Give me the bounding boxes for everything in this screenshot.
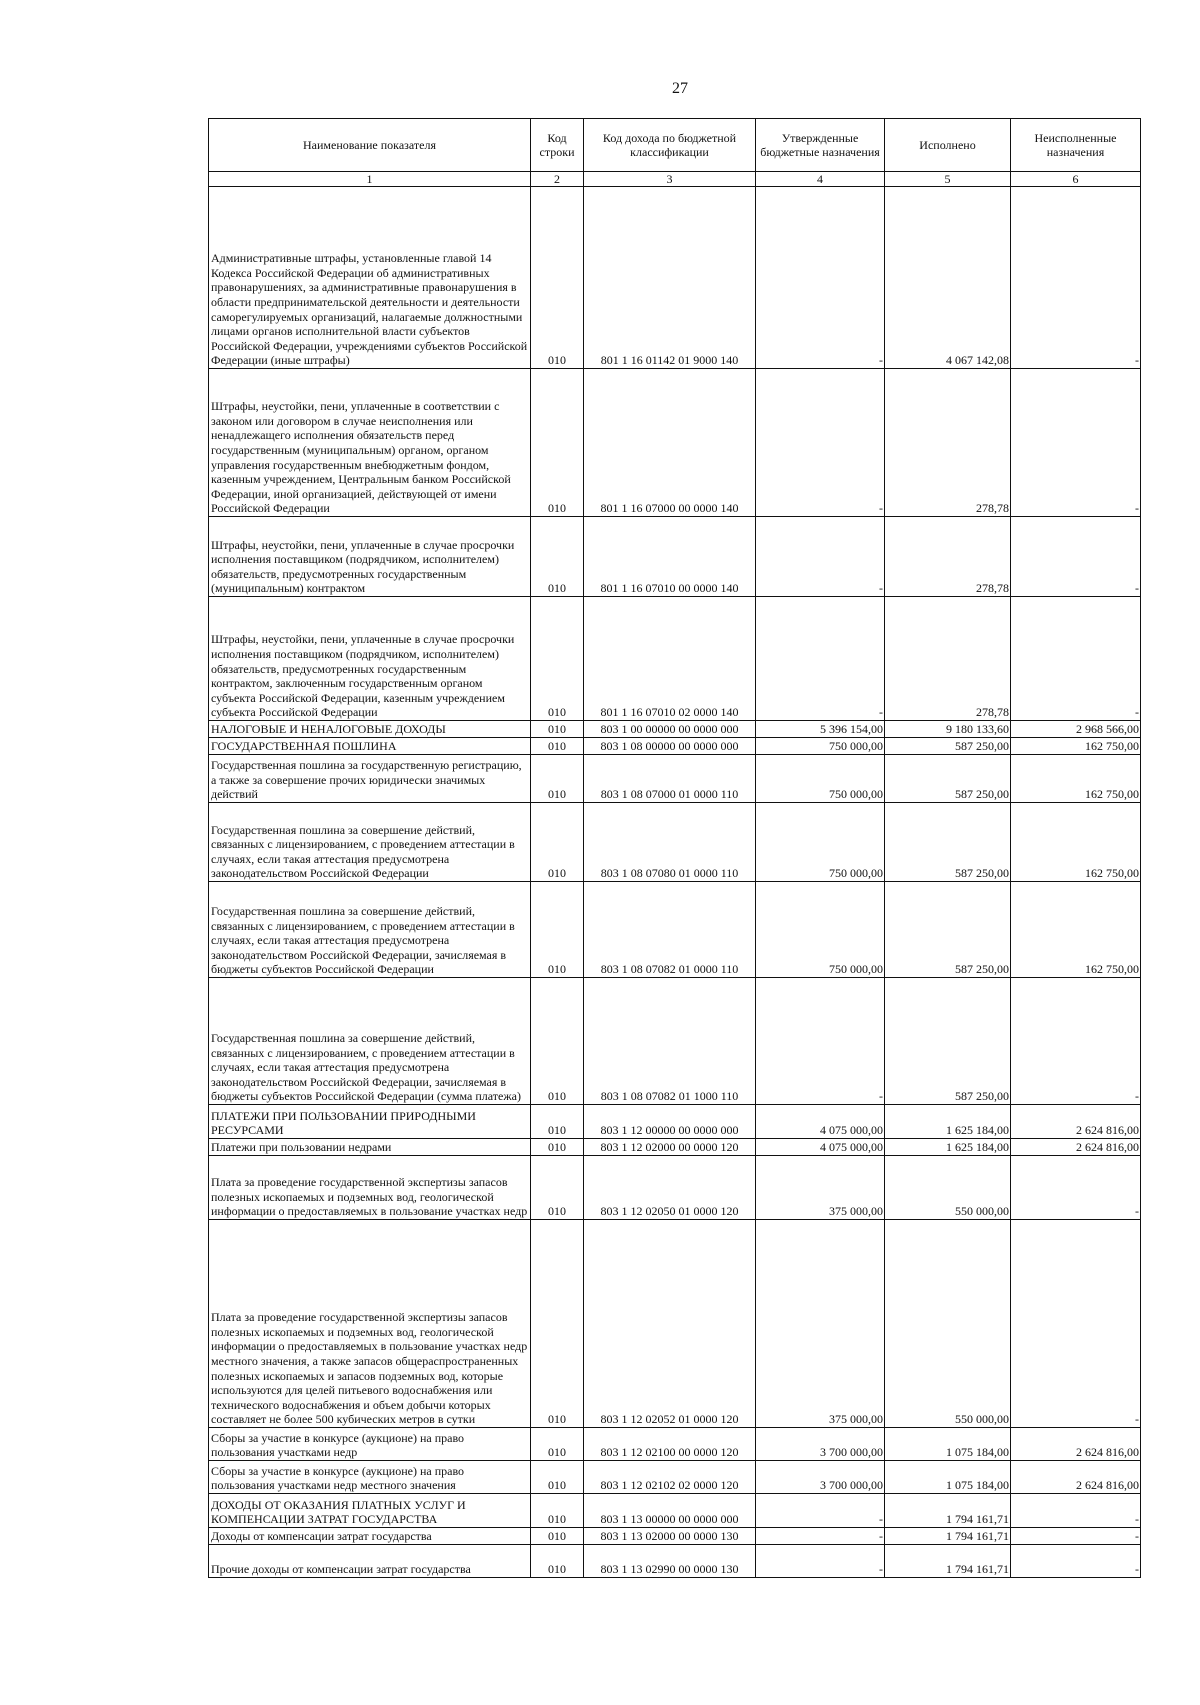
column-number: 2 [531,172,584,187]
row-unexecuted: - [1011,1494,1141,1528]
row-approved: 750 000,00 [756,738,885,755]
row-executed: 1 625 184,00 [885,1105,1011,1139]
row-unexecuted: - [1011,597,1141,721]
row-name: Государственная пошлина за совершение действий, связанных с лицензированием, с проведением аттестации в случаях, если такая аттестация предусмотрена законодательством Российской Федерации, зачисляемая в бюджеты субъектов Российской Федерации [209,882,531,978]
row-executed: 587 250,00 [885,978,1011,1105]
row-approved: 3 700 000,00 [756,1461,885,1494]
table-row [209,1528,1141,1545]
table-row [209,187,1141,369]
row-income-code: 803 1 08 07080 01 0000 110 [584,803,756,882]
table-row [209,721,1141,738]
row-line-code: 010 [531,1139,584,1156]
row-line-code: 010 [531,187,584,369]
table-row [209,1545,1141,1578]
row-income-code: 803 1 08 07082 01 0000 110 [584,882,756,978]
row-name: Государственная пошлина за государственную регистрацию, а также за совершение прочих юридически значимых действий [209,755,531,803]
row-executed: 587 250,00 [885,755,1011,803]
row-approved: 750 000,00 [756,803,885,882]
row-approved: - [756,1494,885,1528]
row-income-code: 803 1 12 02052 01 0000 120 [584,1220,756,1428]
row-approved: - [756,1528,885,1545]
row-line-code: 010 [531,1220,584,1428]
row-executed: 1 075 184,00 [885,1461,1011,1494]
row-approved: 750 000,00 [756,755,885,803]
row-income-code: 803 1 12 02000 00 0000 120 [584,1139,756,1156]
row-line-code: 010 [531,978,584,1105]
row-unexecuted: 162 750,00 [1011,755,1141,803]
table-row [209,1494,1141,1528]
row-name: Доходы от компенсации затрат государства [209,1528,531,1545]
row-unexecuted: 162 750,00 [1011,882,1141,978]
row-name: Сборы за участие в конкурсе (аукционе) на право пользования участками недр [209,1428,531,1461]
row-approved: 375 000,00 [756,1220,885,1428]
row-income-code: 801 1 16 01142 01 9000 140 [584,187,756,369]
row-income-code: 803 1 12 00000 00 0000 000 [584,1105,756,1139]
row-income-code: 801 1 16 07010 02 0000 140 [584,597,756,721]
row-line-code: 010 [531,755,584,803]
row-name: Платежи при пользовании недрами [209,1139,531,1156]
budget-income-table [208,118,1141,1578]
row-line-code: 010 [531,517,584,597]
row-executed: 1 075 184,00 [885,1428,1011,1461]
row-name: Государственная пошлина за совершение действий, связанных с лицензированием, с проведением аттестации в случаях, если такая аттестация предусмотрена законодательством Российской Федерации [209,803,531,882]
column-header-executed: Исполнено [885,119,1011,172]
row-executed: 4 067 142,08 [885,187,1011,369]
row-executed: 550 000,00 [885,1156,1011,1220]
row-unexecuted: 2 624 816,00 [1011,1461,1141,1494]
row-income-code: 801 1 16 07000 00 0000 140 [584,369,756,517]
column-header-unexecuted: Неисполненные назначения [1011,119,1141,172]
row-line-code: 010 [531,882,584,978]
row-executed: 587 250,00 [885,803,1011,882]
column-number: 5 [885,172,1011,187]
row-name: Прочие доходы от компенсации затрат государства [209,1545,531,1578]
column-number: 3 [584,172,756,187]
row-approved: - [756,1545,885,1578]
row-unexecuted: 2 624 816,00 [1011,1105,1141,1139]
row-approved: 4 075 000,00 [756,1139,885,1156]
table-row [209,517,1141,597]
row-name: ДОХОДЫ ОТ ОКАЗАНИЯ ПЛАТНЫХ УСЛУГ И КОМПЕНСАЦИИ ЗАТРАТ ГОСУДАРСТВА [209,1494,531,1528]
row-income-code: 803 1 12 02100 00 0000 120 [584,1428,756,1461]
table-body [209,187,1141,1578]
row-executed: 278,78 [885,597,1011,721]
row-unexecuted: 2 624 816,00 [1011,1428,1141,1461]
row-unexecuted: - [1011,187,1141,369]
row-executed: 278,78 [885,517,1011,597]
row-name: ГОСУДАРСТВЕННАЯ ПОШЛИНА [209,738,531,755]
table-row [209,978,1141,1105]
column-header-line-code: Код строки [531,119,584,172]
row-name: НАЛОГОВЫЕ И НЕНАЛОГОВЫЕ ДОХОДЫ [209,721,531,738]
row-line-code: 010 [531,738,584,755]
row-approved: 375 000,00 [756,1156,885,1220]
table-row [209,597,1141,721]
row-executed: 278,78 [885,369,1011,517]
row-approved: - [756,597,885,721]
row-approved: 750 000,00 [756,882,885,978]
row-line-code: 010 [531,369,584,517]
row-executed: 550 000,00 [885,1220,1011,1428]
column-header-approved: Утвержденные бюджетные назначения [756,119,885,172]
row-line-code: 010 [531,1105,584,1139]
table-row [209,1461,1141,1494]
row-executed: 1 794 161,71 [885,1528,1011,1545]
row-name: Сборы за участие в конкурсе (аукционе) на право пользования участками недр местного значения [209,1461,531,1494]
row-line-code: 010 [531,1156,584,1220]
row-income-code: 803 1 00 00000 00 0000 000 [584,721,756,738]
row-income-code: 803 1 13 02000 00 0000 130 [584,1528,756,1545]
column-header-name: Наименование показателя [209,119,531,172]
column-number: 6 [1011,172,1141,187]
table-row [209,369,1141,517]
row-income-code: 803 1 08 07000 01 0000 110 [584,755,756,803]
row-name: Административные штрафы, установленные главой 14 Кодекса Российской Федерации об административных правонарушениях, за административные правонарушения в области предпринимательской деятельности и деятельности саморегулируемых организаций, налагаемые должностными лицами органов исполнительной власти субъектов Российской Федерации, учреждениями субъектов Российской Федерации (иные штрафы) [209,187,531,369]
row-line-code: 010 [531,803,584,882]
row-line-code: 010 [531,1545,584,1578]
row-line-code: 010 [531,1494,584,1528]
row-name: ПЛАТЕЖИ ПРИ ПОЛЬЗОВАНИИ ПРИРОДНЫМИ РЕСУРСАМИ [209,1105,531,1139]
row-unexecuted: - [1011,517,1141,597]
row-line-code: 010 [531,1428,584,1461]
row-unexecuted: 2 624 816,00 [1011,1139,1141,1156]
row-executed: 1 794 161,71 [885,1494,1011,1528]
row-income-code: 803 1 12 02050 01 0000 120 [584,1156,756,1220]
row-unexecuted: - [1011,978,1141,1105]
row-line-code: 010 [531,1461,584,1494]
row-unexecuted: 162 750,00 [1011,803,1141,882]
column-number: 4 [756,172,885,187]
row-income-code: 803 1 13 00000 00 0000 000 [584,1494,756,1528]
row-approved: - [756,517,885,597]
row-executed: 1 625 184,00 [885,1139,1011,1156]
row-executed: 9 180 133,60 [885,721,1011,738]
row-income-code: 803 1 08 00000 00 0000 000 [584,738,756,755]
table-row [209,1220,1141,1428]
table-row [209,738,1141,755]
row-line-code: 010 [531,1528,584,1545]
row-name: Государственная пошлина за совершение действий, связанных с лицензированием, с проведением аттестации в случаях, если такая аттестация предусмотрена законодательством Российской Федерации, зачисляемая в бюджеты субъектов Российской Федерации (сумма платежа) [209,978,531,1105]
row-unexecuted: - [1011,369,1141,517]
page-number: 27 [672,80,688,97]
table-row [209,803,1141,882]
row-name: Штрафы, неустойки, пени, уплаченные в соответствии с законом или договором в случае неисполнения или ненадлежащего исполнения обязательств перед государственным (муниципальным) органом, органом управления государственным внебюджетным фондом, казенным учреждением, Центральным банком Российской Федерации, иной организацией, действующей от имени Российской Федерации [209,369,531,517]
row-approved: - [756,187,885,369]
row-unexecuted: 162 750,00 [1011,738,1141,755]
row-approved: 4 075 000,00 [756,1105,885,1139]
row-line-code: 010 [531,597,584,721]
row-income-code: 803 1 12 02102 02 0000 120 [584,1461,756,1494]
row-approved: 3 700 000,00 [756,1428,885,1461]
row-unexecuted: - [1011,1545,1141,1578]
table-row [209,1428,1141,1461]
row-unexecuted: 2 968 566,00 [1011,721,1141,738]
row-approved: - [756,369,885,517]
table-row [209,1156,1141,1220]
row-executed: 587 250,00 [885,882,1011,978]
table-row [209,755,1141,803]
row-name: Штрафы, неустойки, пени, уплаченные в случае просрочки исполнения поставщиком (подрядчиком, исполнителем) обязательств, предусмотренных государственным контрактом, заключенным государственным органом субъекта Российской Федерации, казенным учреждением субъекта Российской Федерации [209,597,531,721]
row-name: Плата за проведение государственной экспертизы запасов полезных ископаемых и подземных вод, геологической информации о предоставляемых в пользование участках недр местного значения, а также запасов общераспространенных полезных ископаемых и запасов подземных вод, которые используются для целей питьевого водоснабжения или технического водоснабжения и объем добычи которых составляет не более 500 кубических метров в сутки [209,1220,531,1428]
row-executed: 587 250,00 [885,738,1011,755]
row-income-code: 803 1 08 07082 01 1000 110 [584,978,756,1105]
table-row [209,882,1141,978]
row-approved: 5 396 154,00 [756,721,885,738]
row-unexecuted: - [1011,1220,1141,1428]
row-income-code: 803 1 13 02990 00 0000 130 [584,1545,756,1578]
row-unexecuted: - [1011,1156,1141,1220]
column-header-income-code: Код дохода по бюджетной классификации [584,119,756,172]
row-income-code: 801 1 16 07010 00 0000 140 [584,517,756,597]
row-unexecuted: - [1011,1528,1141,1545]
row-line-code: 010 [531,721,584,738]
table-row [209,1105,1141,1139]
row-executed: 1 794 161,71 [885,1545,1011,1578]
row-approved: - [756,978,885,1105]
row-name: Плата за проведение государственной экспертизы запасов полезных ископаемых и подземных вод, геологической информации о предоставляемых в пользование участках недр [209,1156,531,1220]
row-name: Штрафы, неустойки, пени, уплаченные в случае просрочки исполнения поставщиком (подрядчиком, исполнителем) обязательств, предусмотренных государственным (муниципальным) контрактом [209,517,531,597]
column-number: 1 [209,172,531,187]
table-row [209,1139,1141,1156]
